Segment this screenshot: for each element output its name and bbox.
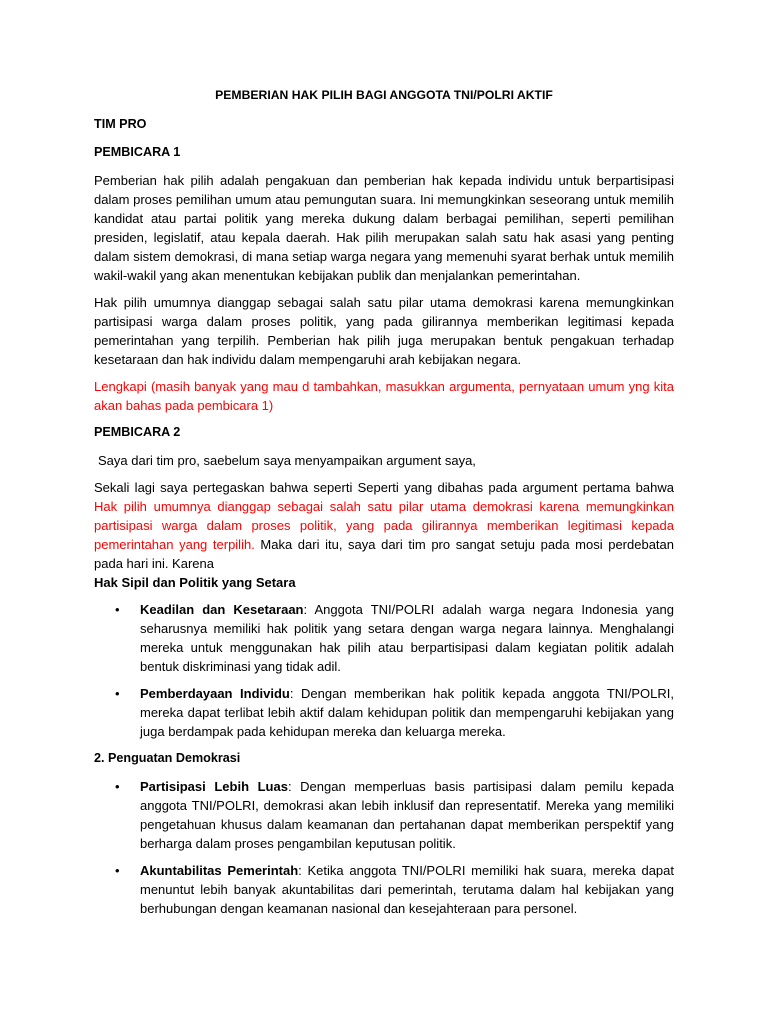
speaker1-paragraph-1: Pemberian hak pilih adalah pengakuan dan pemberian hak kepada individu untuk berpartisipasi dalam proses pemilihan umum atau pemungutan suara. Ini memungkinkan seseorang untuk memilih kandidat atau partai politik yang mereka dukung dalam berbagai pemilihan, seperti pemilihan presiden, legislatif, atau kepala daerah. Hak pilih merupakan salah satu hak asasi yang penting dalam sistem demokrasi, di mana setiap warga negara yang memenuhi syarat berhak untuk memilih wakil-wakil yang akan menentukan kebijakan publik dan menjalankan pemerintahan. xyxy=(94,173,674,283)
bullet-list-1 xyxy=(94,600,674,741)
list-item xyxy=(94,600,674,676)
speaker2-p1-end: Maka dari itu, saya dari tim pro sangat setuju pada mosi perdebatan pada hari ini. Karena xyxy=(94,537,674,571)
team-heading: TIM PRO xyxy=(94,117,147,131)
speaker1-heading: PEMBICARA 1 xyxy=(94,145,181,159)
list-item-text: : Anggota TNI/POLRI adalah warga negara Indonesia yang seharusnya memiliki hak politik yang setara dengan warga negara lainnya. Menghalangi mereka untuk menggunakan hak pilih atau berpartisipasi dalam kegiatan politik adalah bentuk diskriminasi yang tidak adil. xyxy=(140,602,674,674)
list-item-text: : Dengan memberikan hak politik kepada anggota TNI/POLRI, mereka dapat terlibat lebih aktif dalam kehidupan politik dan mempengaruhi kebijakan yang juga berdampak pada kehidupan mereka dan keluarga mereka. xyxy=(140,686,674,739)
list-item-label: Keadilan dan Kesetaraan xyxy=(140,602,304,617)
speaker1-paragraph-2: Hak pilih umumnya dianggap sebagai salah satu pilar utama demokrasi karena memungkinkan partisipasi warga dalam proses politik, yang pada gilirannya memberikan legitimasi kepada pemerintahan yang terpilih. Pemberian hak pilih juga merupakan bentuk pengakuan terhadap kesetaraan dan hak individu dalam mempengaruhi arah kebijakan negara. xyxy=(94,295,674,367)
document-title: PEMBERIAN HAK PILIH BAGI ANGGOTA TNI/POLRI AKTIF xyxy=(215,88,553,102)
list-item xyxy=(94,861,674,918)
speaker2-paragraph-1 xyxy=(94,478,674,592)
bullet-icon: • xyxy=(115,686,120,701)
speaker2-subheading: Hak Sipil dan Politik yang Setara xyxy=(94,575,296,590)
speaker2-intro: Saya dari tim pro, saebelum saya menyampaikan argument saya, xyxy=(98,453,476,468)
section-2-heading: 2. Penguatan Demokrasi xyxy=(94,751,241,765)
list-item-text: : Ketika anggota TNI/POLRI memiliki hak suara, mereka dapat menuntut lebih banyak akuntabilitas dari pemerintah, terutama dalam hal kebijakan yang berhubungan dengan keamanan nasional dan kesejahteraan para personel. xyxy=(140,863,675,916)
speaker1-note: Lengkapi (masih banyak yang mau d tambahkan, masukkan argumenta, pernyataan umum yng kita akan bahas pada pembicara 1) xyxy=(94,379,674,413)
speaker2-heading: PEMBICARA 2 xyxy=(94,425,181,439)
list-item-text: : Dengan memperluas basis partisipasi dalam pemilu kepada anggota TNI/POLRI, demokrasi akan lebih inklusif dan representatif. Mereka yang memiliki pengetahuan khusus dalam keamanan dan pertahanan dapat memberikan perspektif yang berharga dalam proses pengambilan keputusan politik. xyxy=(140,779,674,851)
list-item xyxy=(94,777,674,853)
bullet-icon: • xyxy=(115,779,120,794)
list-item xyxy=(94,684,674,741)
list-item-label: Akuntabilitas Pemerintah xyxy=(140,863,299,878)
bullet-icon: • xyxy=(115,602,120,617)
bullet-icon: • xyxy=(115,863,120,878)
list-item-label: Partisipasi Lebih Luas xyxy=(140,779,288,794)
speaker2-p1-start: Sekali lagi saya pertegaskan bahwa seperti Seperti yang dibahas pada argument pertama bahwa xyxy=(94,480,674,495)
bullet-list-2 xyxy=(94,777,674,918)
list-item-label: Pemberdayaan Individu xyxy=(140,686,290,701)
speaker2-p1-highlight: Hak pilih umumnya dianggap sebagai salah satu pilar utama demokrasi karena memungkinkan partisipasi warga dalam proses politik, yang pada gilirannya memberikan legitimasi kepada pemerintahan yang terpilih. xyxy=(94,499,674,552)
